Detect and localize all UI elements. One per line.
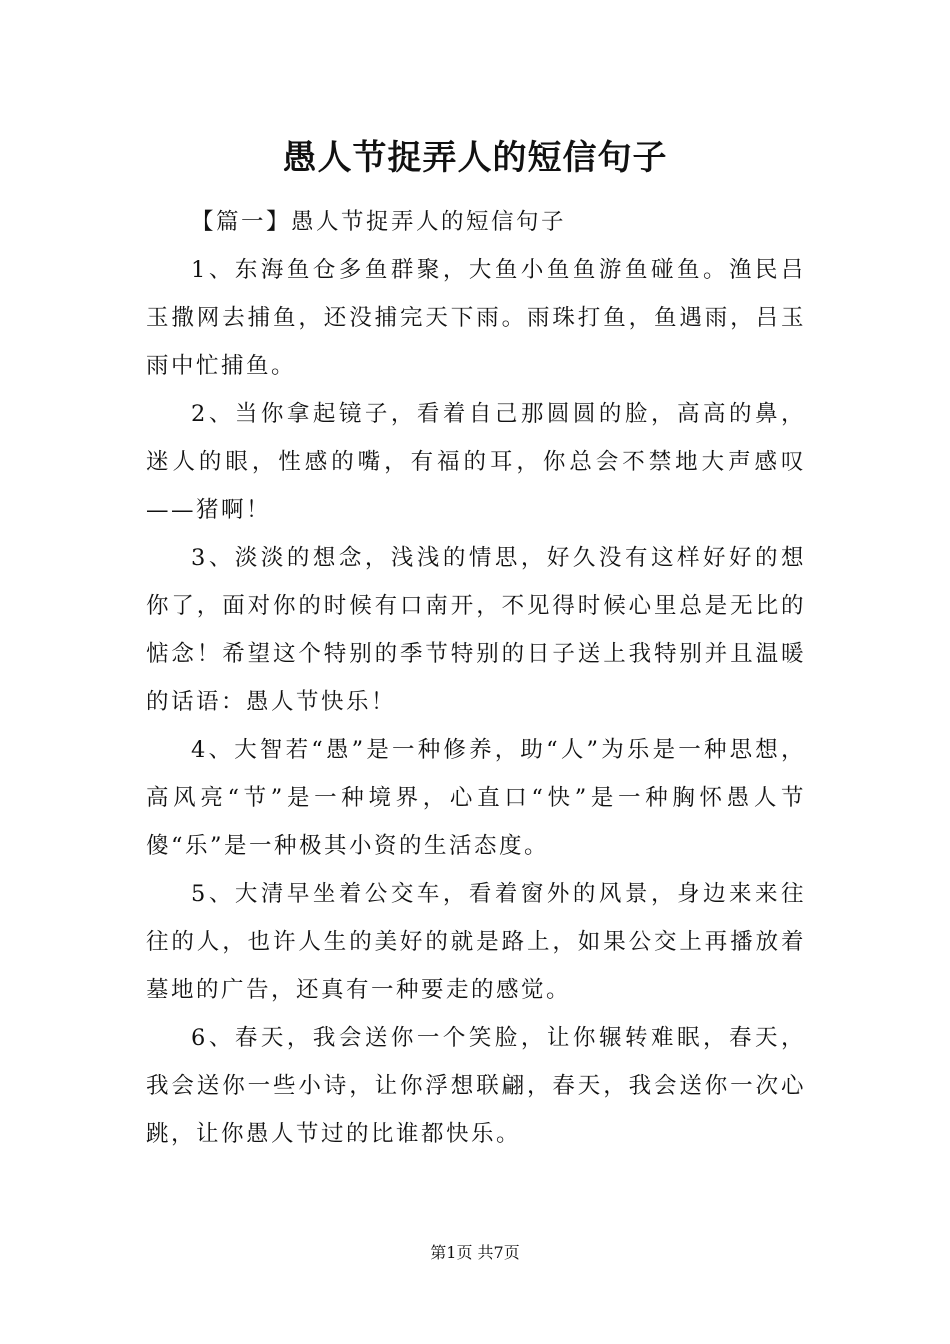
page-footer: 第1页 共7页	[430, 1243, 520, 1262]
document-body	[146, 198, 806, 1158]
document-title: 愚人节捉弄人的短信句子	[282, 138, 668, 178]
paragraph-6: 6、春天，我会送你一个笑脸，让你辗转难眠，春天，我会送你一些小诗，让你浮想联翩，春天，我会送你一次心跳，让你愚人节过的比谁都快乐。	[146, 1025, 806, 1147]
paragraph-5: 5、大清早坐着公交车，看着窗外的风景，身边来来往往的人，也许人生的美好的就是路上，如果公交上再播放着墓地的广告，还真有一种要走的感觉。	[146, 881, 806, 1003]
section-heading: 【篇一】愚人节捉弄人的短信句子	[191, 209, 567, 235]
paragraph-2: 2、当你拿起镜子，看着自己那圆圆的脸，高高的鼻，迷人的眼，性感的嘴，有福的耳，你总会不禁地大声感叹——猪啊！	[146, 401, 806, 523]
paragraph-1: 1、东海鱼仓多鱼群聚，大鱼小鱼鱼游鱼碰鱼。渔民吕玉撒网去捕鱼，还没捕完天下雨。雨珠打鱼，鱼遇雨，吕玉雨中忙捕鱼。	[146, 257, 806, 379]
paragraph-3: 3、淡淡的想念，浅浅的情思，好久没有这样好好的想你了，面对你的时候有口南开，不见得时候心里总是无比的惦念！希望这个特别的季节特别的日子送上我特别并且温暖的话语：愚人节快乐！	[146, 545, 806, 715]
paragraph-4: 4、大智若“愚”是一种修养，助“人”为乐是一种思想，高风亮“节”是一种境界，心直口“快”是一种胸怀愚人节傻“乐”是一种极其小资的生活态度。	[146, 737, 806, 859]
